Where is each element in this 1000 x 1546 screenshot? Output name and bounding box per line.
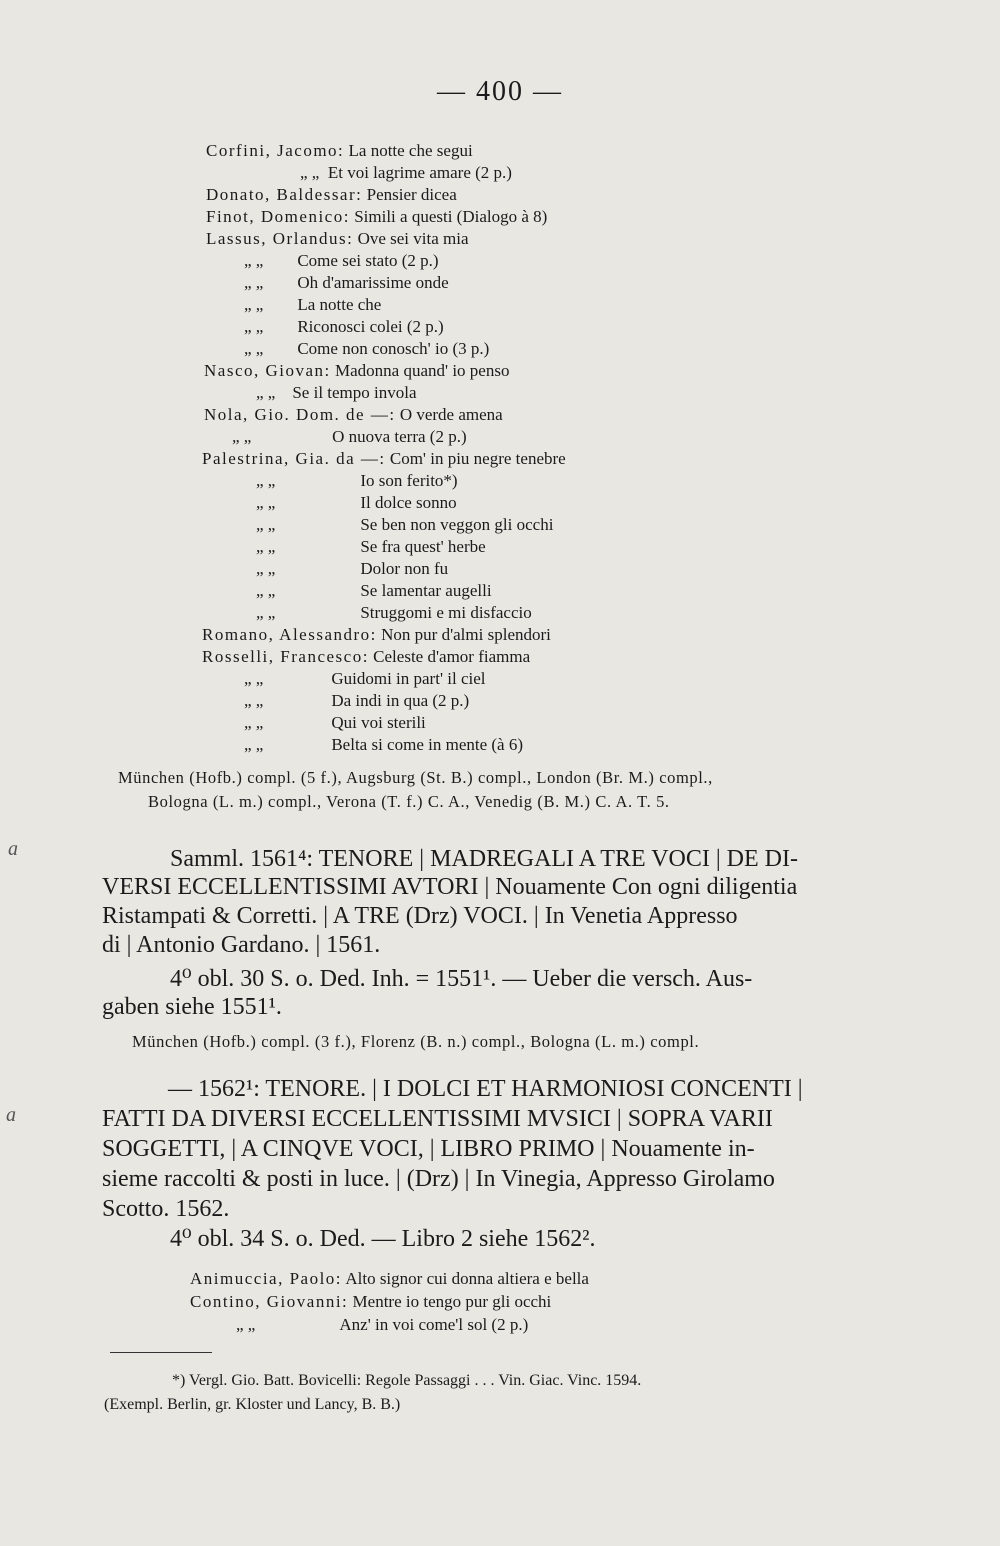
ditto-mark: „ „: [256, 383, 276, 402]
footnote-line: (Exempl. Berlin, gr. Kloster und Lancy, B. B.): [104, 1396, 401, 1413]
work-title: Et voi lagrime amare (2 p.): [327, 163, 512, 182]
list-item: [256, 382, 417, 403]
work-title: Madonna quand' io penso: [335, 361, 510, 380]
composer: Corfini, Jacomo:: [206, 141, 345, 160]
work-title: Pensier dicea: [366, 185, 457, 204]
ditto-mark: „ „: [300, 163, 320, 182]
entry-line: 4⁰ obl. 30 S. o. Ded. Inh. = 1551¹. — Ueber die versch. Aus-: [170, 966, 753, 992]
ditto-mark: „ „: [244, 295, 264, 314]
work-title: Com' in piu negre tenebre: [389, 449, 566, 468]
ditto-mark: „ „: [256, 471, 276, 490]
work-title: Se fra quest' herbe: [360, 537, 486, 556]
work-title: Struggomi e mi disfaccio: [360, 603, 532, 622]
ditto-mark: „ „: [236, 1315, 256, 1334]
list-item: [206, 184, 457, 205]
list-item: [206, 140, 473, 161]
list-item: [256, 536, 486, 557]
footnote-rule: [110, 1352, 212, 1353]
work-title: Guidomi in part' il ciel: [331, 669, 486, 688]
library-locations: Bologna (L. m.) compl., Verona (T. f.) C. A., Venedig (B. M.) C. A. T. 5.: [148, 792, 670, 811]
ditto-mark: „ „: [256, 537, 276, 556]
ditto-mark: „ „: [244, 317, 264, 336]
work-title: Dolor non fu: [360, 559, 449, 578]
list-item: [244, 250, 439, 271]
entry-line: Scotto. 1562.: [102, 1196, 230, 1222]
work-title: Mentre io tengo pur gli occhi: [352, 1292, 552, 1311]
work-title: Se lamentar augelli: [360, 581, 492, 600]
ditto-mark: „ „: [256, 515, 276, 534]
list-item: [206, 228, 469, 249]
entry-line: di | Antonio Gardano. | 1561.: [102, 932, 381, 958]
list-item: [244, 338, 489, 359]
work-title: Oh d'amarissime onde: [297, 273, 449, 292]
ditto-mark: „ „: [244, 339, 264, 358]
list-item: [244, 712, 426, 733]
work-title: O verde amena: [399, 405, 503, 424]
ditto-mark: „ „: [244, 735, 264, 754]
list-item: [244, 668, 486, 689]
ditto-mark: „ „: [256, 581, 276, 600]
work-title: Belta si come in mente (à 6): [331, 735, 524, 754]
ditto-mark: „ „: [244, 251, 264, 270]
list-item: [256, 514, 553, 535]
composer: Finot, Domenico:: [206, 207, 350, 226]
entry-line: — 1562¹: TENORE. | I DOLCI ET HARMONIOSI CONCENTI |: [168, 1076, 803, 1102]
list-item: [202, 448, 566, 469]
entry-line: sieme raccolti & posti in luce. | (Drz) | In Vinegia, Appresso Girolamo: [102, 1166, 775, 1192]
list-item: [256, 580, 492, 601]
composer: Rosselli, Francesco:: [202, 647, 369, 666]
margin-mark: a: [6, 1104, 16, 1126]
list-item: [206, 206, 547, 227]
entry-line: Samml. 1561⁴: TENORE | MADREGALI A TRE VOCI | DE DI-: [170, 846, 798, 872]
composer: Nola, Gio. Dom. de —:: [204, 405, 396, 424]
list-item: [244, 690, 469, 711]
work-title: Il dolce sonno: [360, 493, 457, 512]
work-title: Come non conosch' io (3 p.): [297, 339, 490, 358]
work-title: Da indi in qua (2 p.): [331, 691, 470, 710]
list-item: [244, 316, 444, 337]
work-title: Non pur d'almi splendori: [381, 625, 551, 644]
work-title: Se ben non veggon gli occhi: [360, 515, 554, 534]
work-title: La notte che: [297, 295, 382, 314]
list-item: [202, 646, 530, 667]
list-item: [244, 294, 381, 315]
page-number: — 400 —: [437, 76, 563, 107]
entry-line: FATTI DA DIVERSI ECCELLENTISSIMI MVSICI | SOPRA VARII: [102, 1106, 773, 1132]
work-title: Simili a questi (Dialogo à 8): [354, 207, 548, 226]
entry-line: VERSI ECCELLENTISSIMI AVTORI | Nouamente Con ogni diligentia: [102, 874, 798, 900]
composer: Nasco, Giovan:: [204, 361, 331, 380]
entry-line: SOGGETTI, | A CINQVE VOCI, | LIBRO PRIMO | Nouamente in-: [102, 1136, 755, 1162]
work-title: Ove sei vita mia: [357, 229, 469, 248]
list-item: [190, 1268, 589, 1289]
ditto-mark: „ „: [244, 691, 264, 710]
ditto-mark: „ „: [256, 603, 276, 622]
ditto-mark: „ „: [244, 713, 264, 732]
list-item: [256, 558, 448, 579]
ditto-mark: „ „: [256, 559, 276, 578]
work-title: Celeste d'amor fiamma: [373, 647, 531, 666]
list-item: [190, 1291, 551, 1312]
entry-line: Ristampati & Corretti. | A TRE (Drz) VOCI. | In Venetia Appresso: [102, 903, 738, 929]
composer: Palestrina, Gia. da —:: [202, 449, 386, 468]
composer: Contino, Giovanni:: [190, 1292, 349, 1311]
margin-mark: a: [8, 838, 18, 860]
composer: Romano, Alessandro:: [202, 625, 377, 644]
ditto-mark: „ „: [244, 669, 264, 688]
footnote-line: *) Vergl. Gio. Batt. Bovicelli: Regole Passaggi . . . Vin. Giac. Vinc. 1594.: [172, 1372, 642, 1389]
work-title: Riconosci colei (2 p.): [297, 317, 444, 336]
list-item: [204, 360, 509, 381]
work-title: Qui voi sterili: [331, 713, 426, 732]
list-item: [300, 162, 512, 183]
work-title: Anz' in voi come'l sol (2 p.): [339, 1315, 529, 1334]
work-title: Come sei stato (2 p.): [297, 251, 439, 270]
list-item: [204, 404, 503, 425]
list-item: [256, 470, 458, 491]
entry-line: gaben siehe 1551¹.: [102, 994, 282, 1020]
work-title: Se il tempo invola: [292, 383, 417, 402]
list-item: [202, 624, 551, 645]
composer: Animuccia, Paolo:: [190, 1269, 343, 1288]
list-item: [232, 426, 467, 447]
library-locations: München (Hofb.) compl. (3 f.), Florenz (B. n.) compl., Bologna (L. m.) compl.: [132, 1032, 700, 1051]
ditto-mark: „ „: [244, 273, 264, 292]
composer: Donato, Baldessar:: [206, 185, 363, 204]
list-item: [256, 492, 457, 513]
list-item: [244, 272, 449, 293]
list-item: [236, 1314, 528, 1335]
composer: Lassus, Orlandus:: [206, 229, 354, 248]
work-title: Alto signor cui donna altiera e bella: [345, 1269, 589, 1288]
list-item: [244, 734, 523, 755]
list-item: [256, 602, 532, 623]
ditto-mark: „ „: [256, 493, 276, 512]
work-title: O nuova terra (2 p.): [332, 427, 467, 446]
library-locations: München (Hofb.) compl. (5 f.), Augsburg (St. B.) compl., London (Br. M.) compl.,: [118, 768, 713, 787]
work-title: La notte che segui: [348, 141, 473, 160]
work-title: Io son ferito*): [360, 471, 458, 490]
entry-line: 4⁰ obl. 34 S. o. Ded. — Libro 2 siehe 1562².: [170, 1226, 596, 1252]
ditto-mark: „ „: [232, 427, 252, 446]
